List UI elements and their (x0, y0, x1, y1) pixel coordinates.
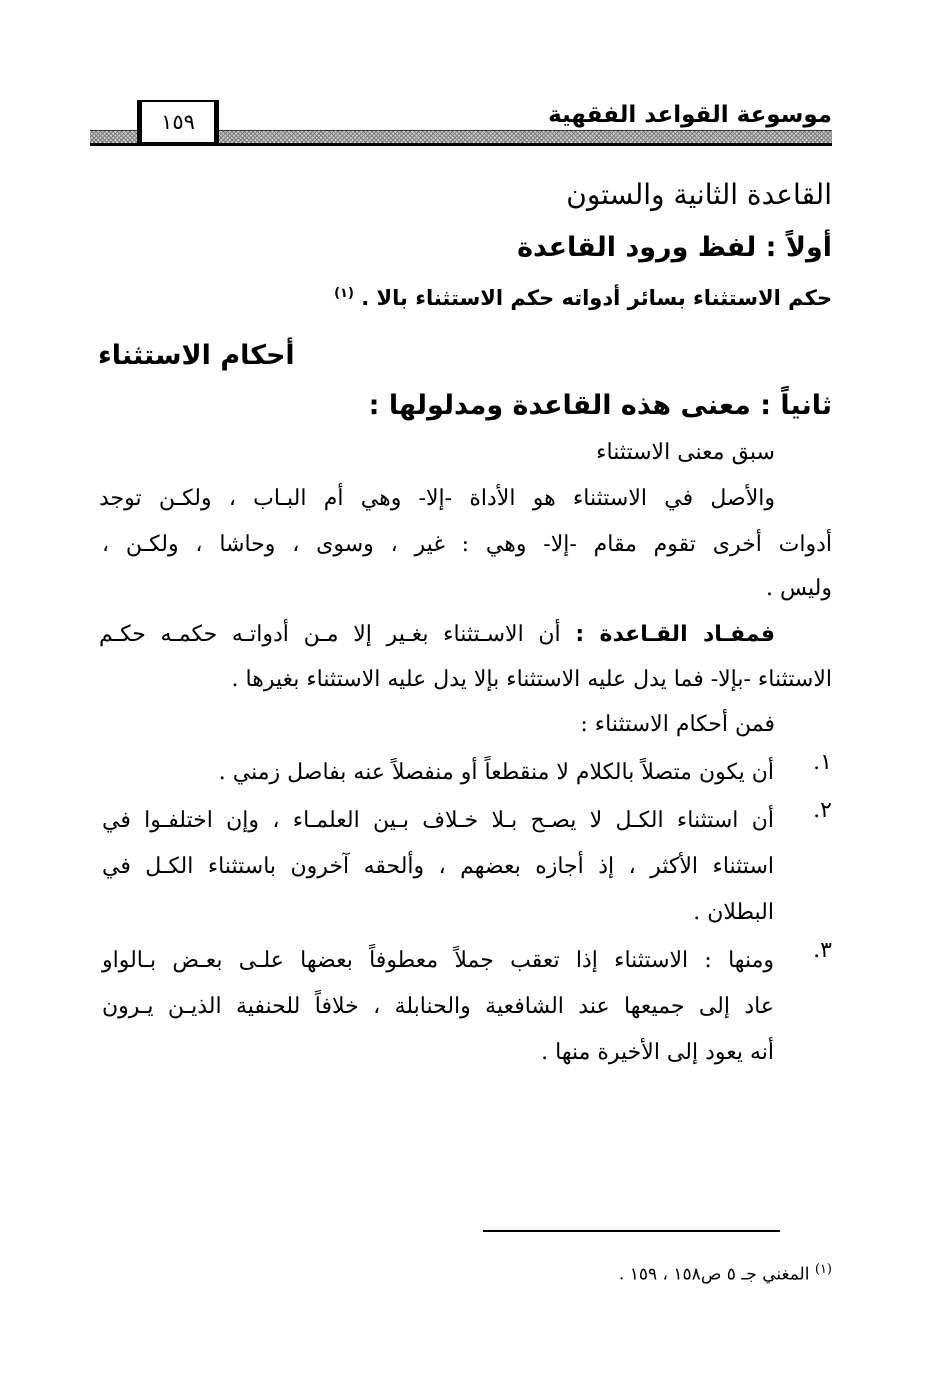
list-item-line: أن يكون متصلاً بالكلام لا منقطعاً أو منفصلاً عنه بفاصل زمني . (218, 760, 774, 785)
list-item (102, 938, 832, 1076)
paragraph-line: وليس . (766, 576, 832, 601)
paragraph-line: والأصل في الاستثناء هو الأداة -إلا- وهي أم البـاب ، ولكـن توجد (99, 486, 775, 511)
list-item-line: عاد إلى جميعها عند الشافعية والحنابلة ، خلافاً للحنفية الذيـن يـرون (102, 994, 774, 1019)
paragraph-line: فمن أحكام الاستثناء : (580, 712, 775, 737)
paragraph-lead: فمفـاد القـاعدة : (575, 622, 776, 647)
footnote-mark: (١) (814, 1262, 832, 1277)
footnote-separator (483, 1230, 780, 1232)
list-item-number: ٢. (813, 798, 832, 823)
footnote-reference: (١) (334, 286, 354, 301)
book-title: موسوعة القواعد الفقهية (548, 102, 832, 128)
rule-title: القاعدة الثانية والستون (566, 178, 832, 211)
list-item-line: أن استثناء الكـل لا يصـح بـلا خـلاف بـين العلمـاء ، وإن اختلفـوا في (102, 808, 774, 833)
paragraph-text: أن الاسـتثناء بغـير إلا مـن أدواتـه حكمـه حكـم (99, 622, 561, 647)
list-item-line: استثناء الأكثر ، إذ أجازه بعضهم ، وألحقه آخرون باستثناء الكـل في (102, 854, 774, 879)
list-item-line: البطلان . (693, 900, 774, 925)
running-header (90, 100, 832, 156)
paragraph-line: أدوات أخرى تقوم مقام -إلا- وهي : غير ، وسوى ، وحاشا ، ولكـن ، (102, 532, 832, 557)
footnote (619, 1262, 832, 1285)
category-heading: أحكام الاستثناء (98, 340, 295, 371)
footnote-text: المغني جـ ٥ ص١٥٨ ، ١٥٩ . (618, 1264, 810, 1285)
rule-statement (334, 286, 832, 310)
page-number: ١٥٩ (161, 110, 195, 134)
paragraph-intro: سبق معنى الاستثناء (596, 440, 775, 465)
list-item (102, 798, 832, 936)
list-item-line: أنه يعود إلى الأخيرة منها . (541, 1040, 774, 1065)
list-item-number: ٣. (813, 938, 832, 963)
section-heading-wording: أولاً : لفظ ورود القاعدة (517, 232, 832, 263)
page-number-box (137, 100, 219, 144)
list-item-number: ١. (813, 750, 832, 775)
list-item (102, 750, 832, 796)
section-heading-meaning: ثانياً : معنى هذه القاعدة ومدلولها : (368, 390, 832, 421)
rule-statement-text: حكم الاستثناء بسائر أدواته حكم الاستثناء بالا . (361, 286, 832, 310)
paragraph-line: الاستثناء -بإلا- فما يدل عليه الاستثناء بإلا يدل عليه الاستثناء بغيرها . (231, 667, 832, 692)
list-item-line: ومنها : الاستثناء إذا تعقب جملاً معطوفاً بعضها علـى بعـض بـالواو (102, 948, 774, 973)
paragraph-line (99, 622, 775, 647)
